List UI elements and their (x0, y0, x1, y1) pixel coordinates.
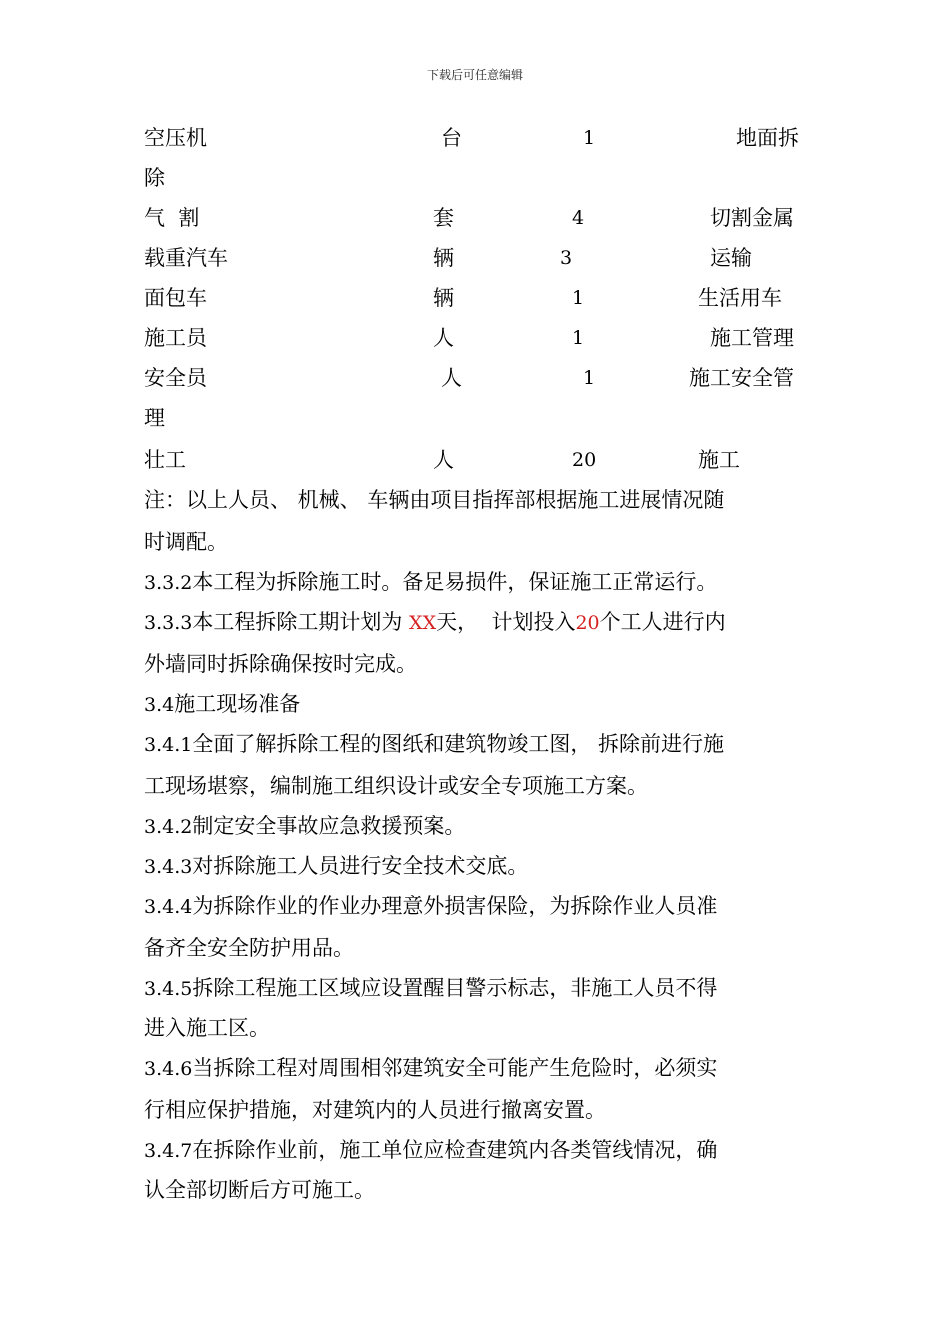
section-3-4-3 (144, 852, 528, 881)
section-number: 3.3.2 (144, 572, 193, 594)
section-number: 3.4.4 (144, 896, 193, 918)
worker-count: 20 (575, 612, 600, 634)
section-number: 3.4.7 (144, 1140, 193, 1162)
equipment-purpose: 切割金属 (710, 206, 794, 230)
section-number: 3.4.2 (144, 816, 193, 838)
section-text: 本工程拆除工期计划为 (192, 610, 410, 634)
section-3-4-2 (144, 812, 465, 841)
equipment-unit: 套 (433, 206, 454, 230)
section-3-3-2 (144, 568, 717, 597)
section-text: 天， 计划投入 (436, 610, 576, 634)
section-3-4-5 (144, 974, 717, 1003)
note-line1: 注：以上人员、 机械、 车辆由项目指挥部根据施工进展情况随 (144, 488, 725, 512)
equipment-purpose: 施工安全管 (689, 366, 794, 390)
equipment-name: 面包车 (144, 286, 207, 310)
equipment-purpose: 施工管理 (710, 326, 794, 350)
equipment-name: 空压机 (144, 126, 207, 150)
section-3-4-heading (144, 690, 300, 719)
equipment-purpose: 地面拆 (736, 126, 799, 150)
section-3-4-6 (144, 1054, 717, 1083)
section-3-4-1 (144, 730, 724, 759)
equipment-purpose: 生活用车 (698, 286, 782, 310)
equipment-qty: 1 (572, 287, 585, 309)
equipment-name: 壮工 (144, 448, 186, 472)
equipment-name: 气 割 (144, 206, 200, 230)
equipment-purpose-wrap: 除 (144, 166, 165, 190)
section-3-4-1-line2: 工现场堪察，编制施工组织设计或安全专项施工方案。 (144, 774, 648, 798)
section-3-4-4 (144, 892, 717, 921)
section-number: 3.4 (144, 694, 175, 716)
equipment-qty: 1 (583, 127, 596, 149)
section-3-3-3-line2: 外墙同时拆除确保按时完成。 (144, 652, 417, 676)
section-text: 为拆除作业的作业办理意外损害保险，为拆除作业人员准 (192, 894, 718, 918)
section-3-4-7 (144, 1136, 717, 1165)
section-text: 制定安全事故应急救援预案。 (192, 814, 466, 838)
section-text: 当拆除工程对周围相邻建筑安全可能产生危险时，必须实 (192, 1056, 718, 1080)
equipment-name: 载重汽车 (144, 246, 228, 270)
section-text: 个工人进行内 (599, 610, 726, 634)
equipment-unit: 人 (433, 448, 454, 472)
section-number: 3.4.5 (144, 978, 193, 1000)
section-3-4-6-line2: 行相应保护措施，对建筑内的人员进行撤离安置。 (144, 1098, 606, 1122)
section-text: 对拆除施工人员进行安全技术交底。 (192, 854, 529, 878)
section-text: 本工程为拆除施工时。备足易损件，保证施工正常运行。 (192, 570, 718, 594)
equipment-qty: 20 (572, 449, 597, 471)
section-number: 3.3.3 (144, 612, 193, 634)
section-number: 3.4.6 (144, 1058, 193, 1080)
equipment-name: 安全员 (144, 366, 207, 390)
equipment-qty: 1 (583, 367, 596, 389)
section-3-4-4-line2: 备齐全安全防护用品。 (144, 936, 354, 960)
equipment-unit: 辆 (433, 246, 454, 270)
section-text: 在拆除作业前，施工单位应检查建筑内各类管线情况，确 (192, 1138, 718, 1162)
section-text: 拆除工程施工区域应设置醒目警示标志，非施工人员不得 (192, 976, 718, 1000)
section-text: 全面了解拆除工程的图纸和建筑物竣工图， 拆除前进行施 (192, 732, 725, 756)
section-number: 3.4.3 (144, 856, 193, 878)
section-title: 施工现场准备 (174, 692, 301, 716)
equipment-unit: 辆 (433, 286, 454, 310)
section-number: 3.4.1 (144, 734, 193, 756)
equipment-qty: 1 (572, 327, 585, 349)
equipment-purpose-wrap: 理 (144, 406, 165, 430)
equipment-unit: 人 (441, 366, 462, 390)
equipment-unit: 人 (433, 326, 454, 350)
page-header: 下载后可任意编辑 (426, 68, 523, 82)
duration-placeholder: XX (409, 612, 437, 634)
section-3-4-5-line2: 进入施工区。 (144, 1016, 270, 1040)
equipment-qty: 4 (572, 207, 585, 229)
note-line2: 时调配。 (144, 530, 228, 554)
equipment-name: 施工员 (144, 326, 207, 350)
equipment-qty: 3 (560, 247, 573, 269)
equipment-purpose: 运输 (710, 246, 752, 270)
section-3-3-3 (144, 608, 726, 637)
section-3-4-7-line2: 认全部切断后方可施工。 (144, 1178, 375, 1202)
equipment-unit: 台 (441, 126, 462, 150)
equipment-purpose: 施工 (698, 448, 740, 472)
